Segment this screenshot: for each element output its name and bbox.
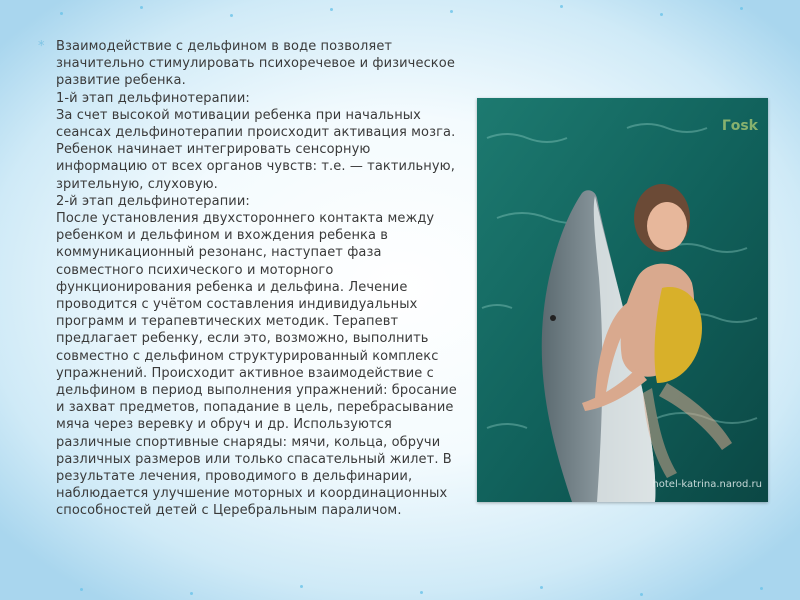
dolphin-photo — [477, 98, 768, 502]
dolphin-child-illustration — [477, 98, 768, 502]
text-block — [38, 38, 458, 520]
photo-caption: hotel-katrina.narod.ru — [652, 479, 762, 490]
bullet-icon: * — [38, 39, 45, 54]
body-text: Взаимодействие с дельфином в воде позволяет значительно стимулировать психоречевое и физическое развитие ребенка. 1-й этап дельфинотерапии: За счет высокой мотивации ребенка при начальных сеансах дельфинотерапии происходит активация мозга. Ребенок начинает интегрировать сенсорную информацию от всех органов чувств: т.е. — тактильную, зрительную, слуховую. 2-й этап дельфинотерапии: После установления двухстороннего контакта между ребенком и дельфином и вхождения ребенка в коммуникационный резонанс, наступает фаза совместного психического и моторного функционирования ребенка и дельфина. Лечение проводится с учётом составления индивидуальных программ и терапевтических методик. Терапевт предлагает ребенку, если это, возможно, выполнить совместно с дельфином структурированный комплекс упражнений. Происходит активное взаимодействие с дельфином в период выполнения упражнений: бросание и захват предметов, попадание в цель, перебрасывание мяча через веревку и обруч и др. Используются различные спортивные снаряды: мячи, кольца, обручи различных размеров или только спасательный жилет. В результате лечения, проводимого в дельфинарии, наблюдается улучшение моторных и координационных способностей детей с Церебральным параличом. — [56, 39, 457, 519]
photo-watermark: Гоsk — [721, 118, 758, 134]
